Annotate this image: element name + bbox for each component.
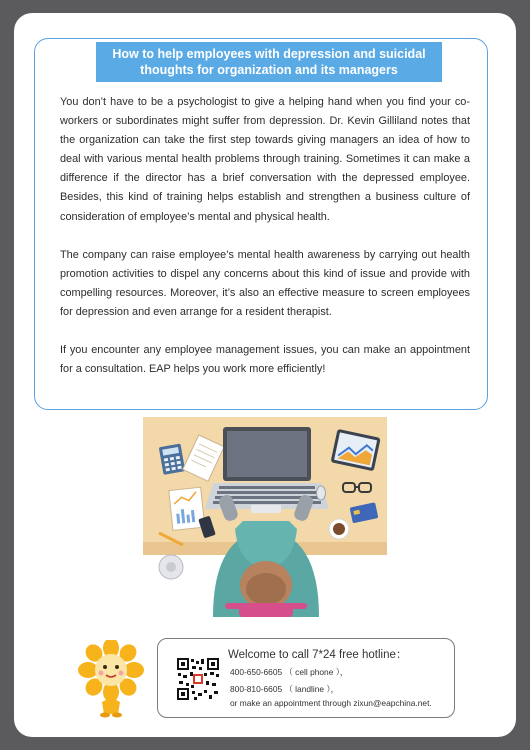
article-body — [60, 93, 470, 398]
qr-code — [176, 657, 220, 701]
person-at-desk-illustration — [143, 417, 387, 617]
chair-icon — [225, 603, 307, 609]
paragraph-2: The company can raise employee’s mental health awareness by carrying out health promotion activities to dispel any concerns about this kind of issue and provide with compelling resources. Moreover, it’s also an effective measure to screen employees for depression and even arrange for a resident therapist. — [60, 248, 470, 318]
email-appointment[interactable]: or make an appointment through zixun@eapchina.net. — [230, 698, 432, 708]
mouse-icon — [317, 486, 326, 500]
hotline-title: Welcome to call 7*24 free hotline： — [228, 649, 408, 661]
cell-phone-number[interactable]: 400-650-6605 （ cell phone ）， — [230, 667, 349, 677]
landline-number[interactable]: 800-810-6605 （ landline ）， — [230, 684, 339, 694]
paragraph-3: If you encounter any employee management issues, you can make an appointment for a consultation. EAP helps you work more efficiently! — [60, 344, 470, 376]
article-title — [96, 42, 442, 82]
report-icon — [169, 487, 205, 530]
paragraph-1: You don’t have to be a psychologist to give a helping hand when you find your co-workers or subordinates might suffer from depression. Dr. Kevin Gilliland notes that the organization can take the first step towards giving managers an idea of how to deal with various mental health problems through training. Sometimes it can make a difference if the director has a brief conversation with the depressed employee. Besides, this kind of training helps establish and strengthen a business culture of consideration of employee’s mental and physical health. — [60, 96, 470, 223]
title-line-1: How to help employees with depression and suicidal — [112, 47, 426, 61]
sunflower-mascot — [76, 640, 146, 718]
title-line-2: thoughts for organization and its managers — [140, 63, 398, 77]
